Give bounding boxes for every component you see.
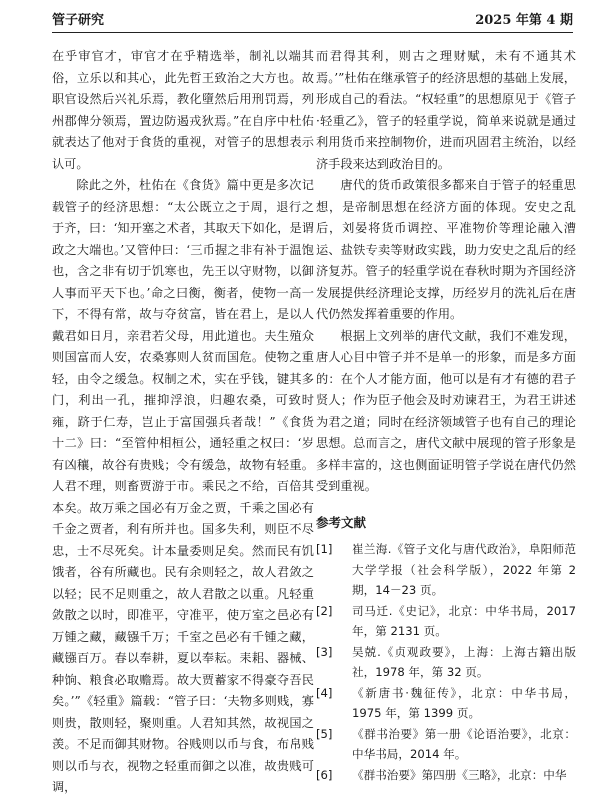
right-column: [316, 46, 576, 785]
reference-text: 《群书治要》第四册《三略》，北京：中华: [352, 767, 567, 782]
reference-text: 吴兢.《贞观政要》，上海：上海古籍出版社，1978 年，第 32 页。: [352, 644, 576, 679]
reference-text: 崔兰海.《管子文化与唐代政治》，阜阳师范大学学报（社会科学版），2022 年第 2 期，14－23 页。: [352, 542, 576, 597]
reference-text: 《群书治要》第一册《论语治要》，北京：中华书局，2014 年。: [352, 726, 576, 761]
reference-item: [316, 724, 576, 765]
body-paragraph: 根据上文列举的唐代文献，我们不难发现，唐人心目中管子并不是单一的形象，而是多方面的：在个人才能方面，他可以是有才有德的君子贤人；作为臣子他会及时劝谏君王，为君王讲述为君之道；同时在经济领域管子也有自己的理论思想。总而言之，唐代文献中展现的管子形象是多样丰富的，这也侧面证明管子学说在唐代仍然受到重视。: [316, 328, 576, 493]
body-paragraph: 除此之外，杜佑在《食货》篇中更是多次记载管子的经济思想：“太公既立之于周，退行之于齐，曰：‘知开塞之术者，其取天下如化，是谓政之大端也。’又管仲曰：‘三币握之非有补于温饱也，含之非有切于饥寒也，先王以守财物，以御人事而平天下也。’命之曰衡，衡者，使物一高一下，不得有常，故与夺贫富，皆在君上，是以人戴君如日月，亲君若父母，用此道也。夫生殖众则国富而人安，农桑寡则人贫而国危。使物之重轻，由令之缓急。权制之术，实在乎钱，键其多门，利出一孔，摧抑浮浪，归趣农桑，可致时雍，跻于仁寿，岂止于富国强兵者哉！”《食货十二》曰：“至管仲相桓公，通轻重之权曰：‘岁有凶穰，故谷有贵贱；令有缓急，故物有轻重。人君不理，则畜贾游于市。乘民之不给，百倍其本矣。故万乘之国必有万金之贾，千乘之国必有千金之贾者，利有所并也。国多失利，则臣不尽忠，士不尽死矣。计本量委则足矣。然而民有饥饿者，谷有所藏也。民有余则轻之，故人君敛之以轻；民不足则重之，故人君散之以重。凡轻重敛散之以时，即准平，守准平，使万室之邑必有万锺之藏，藏镪千万；千室之邑必有千锺之藏，藏镪百万。春以奉耕，夏以奉耘。耒耜、器械、种饷、粮食必取赡焉。故大贾蓄家不得豪夺吾民矣。’”《轻重》篇载：“管子曰：‘夫物多则贱，寡则贵，散则轻，聚则重。人君知其然，故视国之羡。不足而御其财物。谷贱则以币与食，布帛贱则以币与衣，视物之轻重而御之以准，故贵贱可调，: [52, 178, 314, 794]
body-paragraph: 而君得其利，则古之理财赋，未有不通其术焉。’”杜佑在继承管子的经济思想的基础上发展，形成自己的看法。“权轻重”的思想原见于《管子·轻重乙》，管子的轻重学说，简单来说就是通过利用货币来控制物价，进而巩固君主统治，以经济手段来达到政治目的。: [316, 49, 576, 171]
reference-text: 《新唐书·魏征传》，北京：中华书局，1975 年，第 1399 页。: [352, 685, 576, 720]
reference-number: [3]: [316, 644, 333, 659]
reference-item: [316, 642, 576, 683]
issue-label: 2025 年第 4 期: [475, 13, 573, 28]
reference-number: [6]: [316, 767, 333, 782]
body-paragraph: 唐代的货币政策很多都来自于管子的轻重思想，是帝制思想在经济方面的体现。安史之乱后，刘晏将货币调控、平准物价等理论融入漕运、盐铁专卖等财政实践，助力安史之乱后的经济复苏。管子的轻重学说在春秋时期为齐国经济发展提供经济理论支撑，历经岁月的洗礼后在唐代仍然发挥着重要的作用。: [316, 178, 576, 321]
reference-text: 司马迁.《史记》，北京：中华书局，2017 年，第 2131 页。: [352, 603, 576, 638]
body-paragraph: 在乎审官才，审官才在乎精选举，制礼以端其俗，立乐以和其心，此先哲王致治之大方也。故职官设然后兴礼乐焉，教化墮然后用刑罚焉，列州郡俾分领焉，置边防遏戎狄焉。”在自序中杜佑就表达了他对于食货的重视，对管子的思想表示认可。: [52, 49, 314, 171]
reference-number: [1]: [316, 542, 333, 556]
reference-item: [316, 539, 576, 601]
reference-number: [2]: [316, 603, 333, 618]
left-column: [52, 46, 314, 794]
references-heading: 参考文献: [316, 514, 367, 530]
reference-item: [316, 683, 576, 724]
reference-item: [316, 601, 576, 642]
journal-title: 管子研究: [52, 13, 105, 28]
reference-item: [316, 765, 576, 786]
reference-number: [5]: [316, 726, 333, 741]
reference-number: [4]: [316, 685, 333, 700]
running-header: [52, 8, 573, 33]
